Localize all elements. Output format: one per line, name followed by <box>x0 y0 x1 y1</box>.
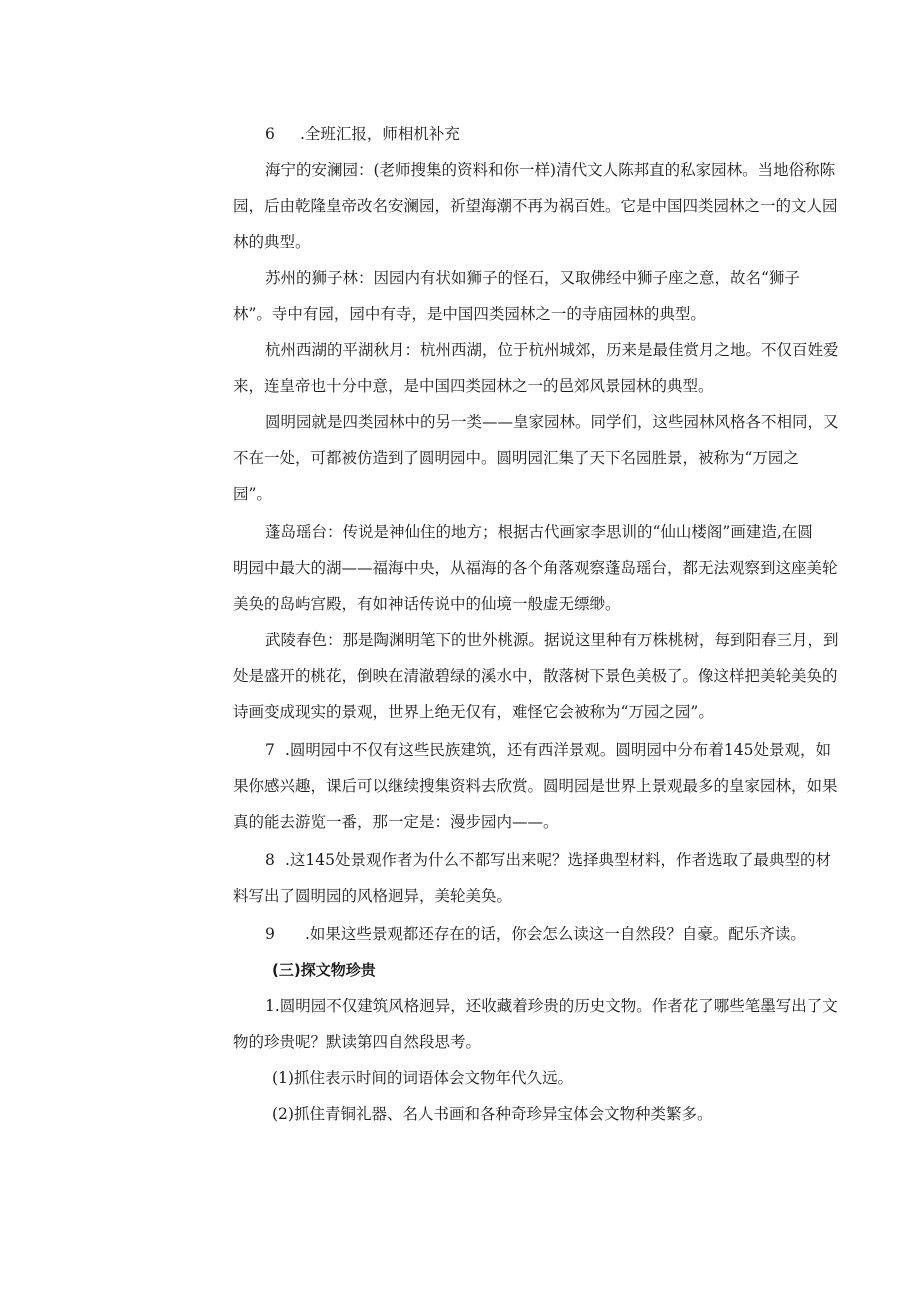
item-number: 8 <box>265 851 275 869</box>
item-text: .全班汇报，师相机补充 <box>300 125 460 143</box>
item-number: 9 <box>265 925 275 943</box>
document-page: 6 .全班汇报，师相机补充 海宁的安澜园：(老师搜集的资料和你一样)清代文人陈邦直的私家园林。当地俗称陈 园，后由乾隆皇帝改名安澜园，祈望海潮不再为祸百姓。它是中国四类园林之一的文人园 林的典型。 苏州的狮子林：因园内有状如狮子的怪石，又取佛经中狮子座之意，故名“狮子 林”。寺中有园，园中有寺，是中国四类园林之一的寺庙园林的典型。 杭州西湖的平湖秋月：杭州西湖，位于杭州城郊，历来是最佳赏月之地。不仅百姓爱 来，连皇帝也十分中意，是中国四类园林之一的邑郊风景园林的典型。 圆明园就是四类园林中的另一类——皇家园林。同学们，这些园林风格各不相同，又 不在一处，可都被仿造到了圆明园中。圆明园汇集了天下名园胜景，被称为“万园之 园”。 蓬岛瑶台：传说是神仙住的地方；根据古代画家李思训的“仙山楼阁”画建造,在圆 明园中最大的湖——福海中央，从福海的各个角落观察蓬岛瑶台，都无法观察到这座美轮 美奂的岛屿宫殿，有如神话传说中的仙境一般虚无缥缈。 武陵春色：那是陶渊明笔下的世外桃源。据说这里种有万株桃树，每到阳春三月，到 处是盛开的桃花，倒映在清澈碧绿的溪水中，散落树下景色美极了。像这样把美轮美奂的 诗画变成现实的景观，世界上绝无仅有，难怪它会被称为“万园之园”。 7 .圆明园中不仅有这些民族建筑，还有西洋景观。圆明园中分布着145处景观，如 果你感兴趣，课后可以继续搜集资料去欣赏。圆明园是世界上景观最多的皇家园林，如果 真的能去游览一番，那一定是：漫步园内——。 8 .这145处景观作者为什么不都写出来呢？选择典型材料，作者选取了最典型的材 料写出了圆明园的风格迥异，美轮美奂。 9 .如果这些景观都还存在的话，你会怎么读这一自然段？自豪。配乐齐读。 (三)探文物珍贵 1.圆明园不仅建筑风格迥异，还收藏着珍贵的历史文物。作者花了哪些笔墨写出了文 物的珍贵呢？默读第四自然段思考。 (1)抓住表示时间的词语体会文物年代久远。 (2)抓住青铜礼器、名人书画和各种奇珍异宝体会文物种类繁多。 <box>233 125 839 1123</box>
item-number: 6 <box>265 125 275 143</box>
item-number: 7 <box>265 741 275 759</box>
